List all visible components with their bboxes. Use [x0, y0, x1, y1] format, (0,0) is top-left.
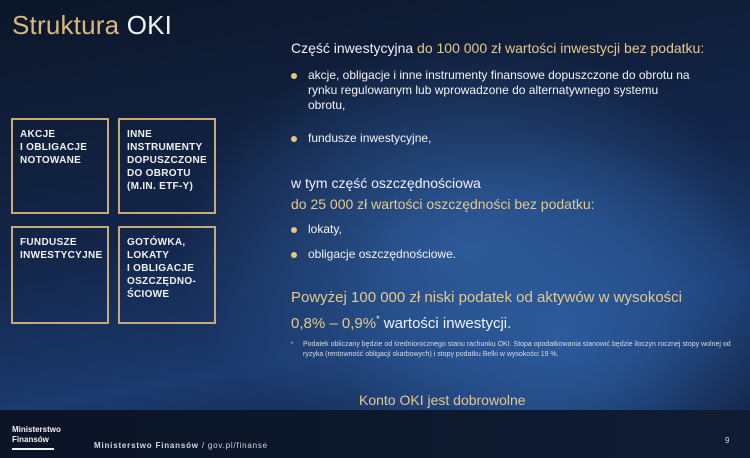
box-investment-funds: FUNDUSZE INWESTYCYJNE [11, 226, 109, 324]
bullet-dot-icon [291, 73, 297, 79]
footnote-star: * [291, 342, 294, 348]
footer-text [94, 441, 268, 450]
footnote-text: Podatek obliczany będzie od średniorocznego stanu rachunku OKI. Stopa opodatkowania stanowić będzie iloczyn rocznej stopy wolnej od ryzyka (rentowność obligacji skarbowych) i stopy podatku Belki w wysokości 19 %. [303, 341, 731, 358]
bullet-dot-icon [291, 136, 297, 142]
savings-bullet-2: obligacje oszczędnościowe. [291, 247, 696, 262]
bullet-dot-icon [291, 227, 297, 233]
footer-bar [0, 410, 750, 458]
investment-bullet-2: fundusze inwestycyjne, [291, 131, 696, 146]
investment-heading-plain: Część inwestycyjna [291, 40, 418, 56]
savings-heading-plain: w tym część oszczędnościowa [291, 175, 481, 191]
box-stocks-bonds: AKCJE I OBLIGACJE NOTOWANE [11, 118, 109, 214]
tax-line-2 [291, 310, 511, 333]
tax-star: * [376, 314, 380, 324]
footer-url[interactable]: gov.pl/finanse [207, 441, 268, 450]
investment-bullet-1: akcje, obligacje i inne instrumenty finansowe dopuszczone do obrotu na rynku regulowanym lub wprowadzone do alternatywnego systemu obrotu, [291, 68, 696, 113]
footnote [291, 340, 731, 360]
title-part2: OKI [126, 10, 173, 40]
bullet-dot-icon [291, 252, 297, 258]
footer-org: Ministerstwo Finansów [94, 441, 199, 450]
savings-heading-highlight: do 25 000 zł wartości oszczędności bez podatku: [291, 196, 595, 212]
tax-line-1: Powyżej 100 000 zł niski podatek od aktywów w wysokości [291, 289, 683, 306]
box-cash-deposits: GOTÓWKA, LOKATY I OBLIGACJE OSZCZĘDNO- ŚCIOWE [118, 226, 216, 324]
slide-title [12, 10, 172, 41]
page-number: 9 [725, 436, 730, 445]
tax-rest: wartości inwestycji. [379, 315, 512, 332]
box-other-instruments: INNE INSTRUMENTY DOPUSZCZONE DO OBROTU (M.IN. ETF-Y) [118, 118, 216, 214]
footer-sep: / [198, 441, 208, 450]
investment-heading [291, 39, 704, 57]
tax-rate: 0,8% – 0,9% [291, 315, 377, 332]
savings-bullet-1: lokaty, [291, 222, 696, 237]
voluntary-note: Konto OKI jest dobrowolne [359, 392, 526, 408]
title-part1: Struktura [12, 10, 127, 40]
ministry-logo: Ministerstwo Finansów [12, 425, 61, 444]
logo-underline [12, 448, 54, 450]
investment-heading-highlight: do 100 000 zł wartości inwestycji bez podatku: [417, 40, 705, 56]
